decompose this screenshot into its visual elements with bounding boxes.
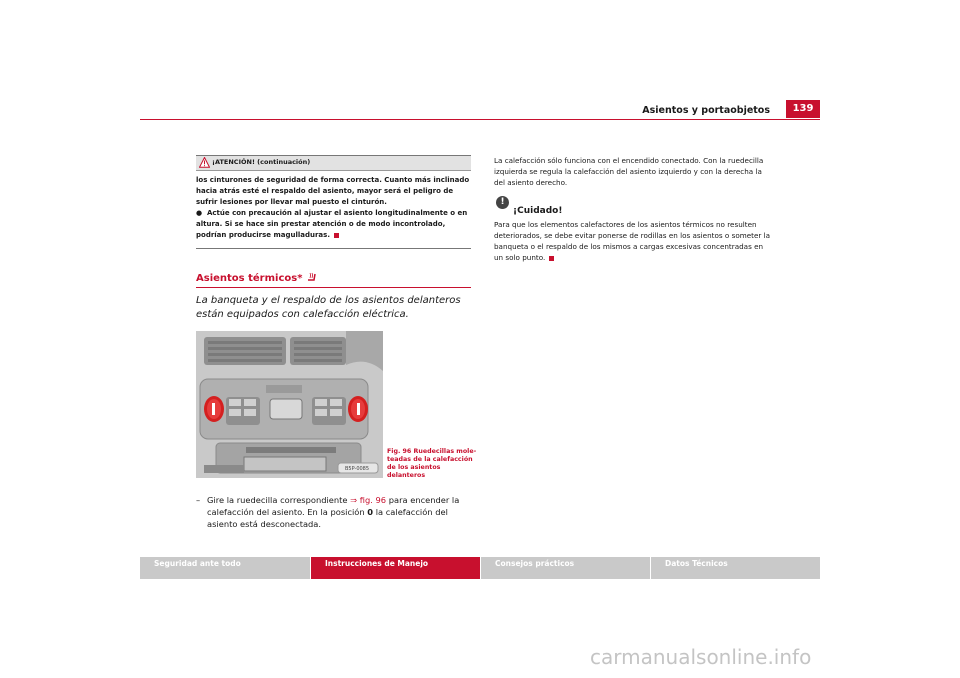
dashboard-illustration [196,331,383,478]
right-paragraph: La calefacción sólo funciona con el encendido conectado. Con la ruedecilla izquierda se regula la calefacción del asiento izquierdo y con la derecha la del asiento derecho. [494,156,764,187]
footer-nav [140,557,820,579]
running-header-title: Asientos y portaobjetos [642,105,770,116]
footer-tab-instrucciones[interactable]: Instrucciones de Manejo [311,557,480,579]
caution-title: ¡Cuidado! [513,206,563,216]
footer-tab-consejos[interactable]: Consejos prácticos [495,559,575,568]
bullet-icon: ● [196,209,203,217]
warning-paragraph: los cinturones de seguridad de forma correcta. Cuanto más inclinado hacia atrás esté el respaldo del asiento, mayor será el peligro de sufrir lesiones por llevar mal puesto el cinturón. [196,176,470,206]
caution-text [494,219,774,263]
end-mark-icon [334,233,339,238]
warning-header [196,156,471,171]
seat-heating-icon [306,271,317,282]
page-number: 139 [786,100,820,118]
section-title-text: Asientos térmicos* [196,273,303,284]
figure-caption-line: Fig. 96 Ruedecillas mole- [387,448,477,455]
warning-text [196,175,471,241]
warning-bullet-text: Actúe con precaución al ajustar el asiento longitudinalmente o en altura. Si se hace sin prestar atención o de modo incontrolado, podrían producirse magulladuras. [196,209,468,239]
watermark: carmanualsonline.info [590,645,812,669]
warning-title: ¡ATENCIÓN! (continuación) [212,158,311,166]
section-intro: La banqueta y el respaldo de los asientos delanteros están equipados con calefacción eléctrica. [196,295,461,320]
figure-caption-line: teadas de la calefacción [387,456,473,463]
figure-caption-line: de los asientos delanteros [387,464,441,479]
header-rule [140,119,820,120]
warning-box [196,155,471,249]
footer-tab-seguridad[interactable]: Seguridad ante todo [154,559,241,568]
step-dash: – [196,495,201,505]
step-text-part: Gire la ruedecilla correspondiente [207,495,351,505]
caution-icon: ! [496,196,509,209]
vent-left [204,337,286,365]
figure-caption [387,448,477,480]
caution-body: Para que los elementos calefactores de los asientos térmicos no resulten deteriorados, se debe evitar ponerse de rodillas en los asientos o someter la banqueta o el respaldo de los mismos a cargas excesivas concentradas en un solo punto. [494,220,771,262]
figure-reference-link[interactable]: ⇒ fig. 96 [350,495,387,505]
end-mark-icon [549,256,554,261]
footer-tab-datos[interactable]: Datos Técnicos [665,559,728,568]
warning-bullet [196,208,471,241]
figure-heater-controls [196,331,383,478]
step-text [207,494,475,530]
step-bold-value: 0 [367,507,374,517]
section-rule [196,287,471,288]
step-text-part: la calefacción del asiento está desconectada. [207,507,448,529]
step-text-part: para encender la calefacción del asiento. En la posición [207,495,460,517]
section-title [196,271,317,284]
warning-triangle-icon [199,157,210,168]
figure-code: B5P-0085 [345,466,370,472]
vent-right [290,337,346,365]
